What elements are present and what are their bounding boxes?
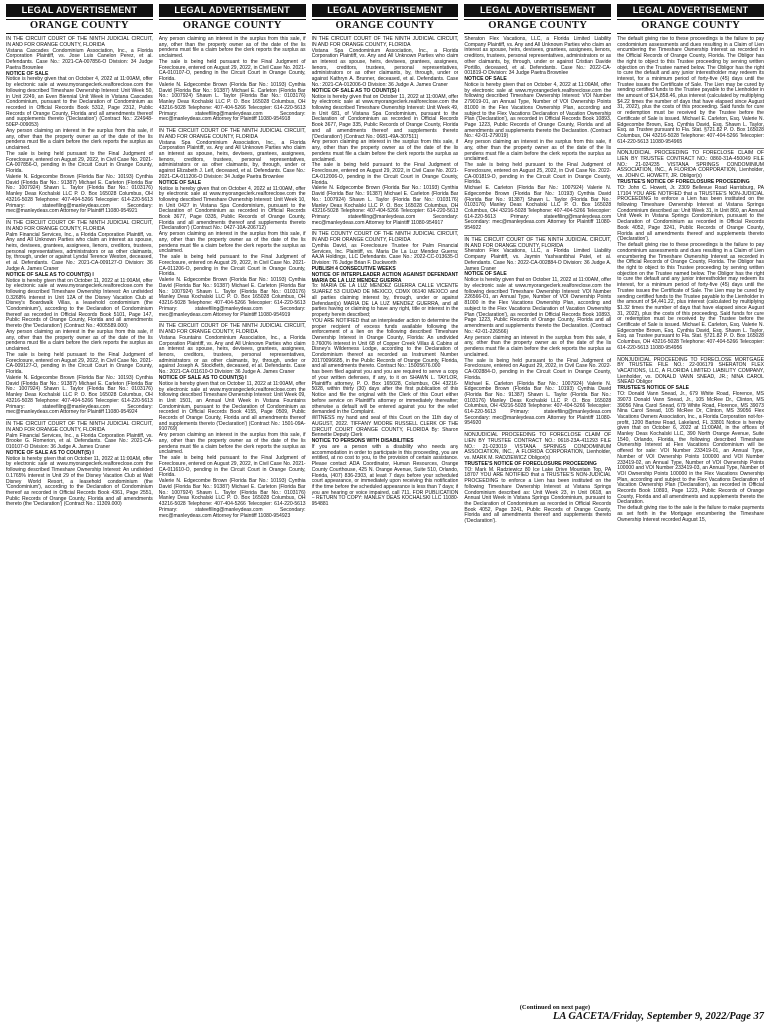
column-body (312, 37, 459, 508)
notice-paragraph: The sale is being held pursuant to the Final Judgment of Foreclosure, entered on August 29, 2022, in Civil Case No. 2021-CA-012006-O, pending in the Circuit Court in Orange County, Florida. (311, 162, 459, 186)
notice-paragraph: Notice is hereby given that on October 11, 2022 at 11:00AM, offer by electronic sale at www.myorangeclerk.realforeclose.com the following described Timeshare Ownership Interest: Unit Week 09, in Unit 1501, an Annual Unit Week in Vistana Fountains Condominium, pursuant to the Declaration of Condominium as recorded in Official Records Book 4155, Page 0509, Public Records of Orange County, Florida and all amendments thereof and supplements thereto ('Declaration') (Contract No.: 1501-09A-910769) (158, 380, 306, 433)
notice-paragraph: Any person claiming an interest in the surplus from this sale, if any, other than the property owner as of the date of the lis pendens must file a claim before the clerk reports the surplus as unclaimed. (6, 329, 153, 353)
notice-heading: NOTICE OF SALE (6, 70, 49, 77)
legal-advertisement-banner: LEGAL ADVERTISEMENT (312, 4, 459, 17)
notice-paragraph: Valerie N. Edgecombe Brown (Florida Bar No.: 10193) Cynthia David (Florida Bar No.: 91387) Michael E. Carleton (Florida Bar No.: 1007924) Shawn L. Taylor (Florida Bar No.: 0103176) Manley Deas Kochalski LLC P. O. Box 165028 Columbus, OH 43216-5028 Telephone: 407-404-5266 Telecopier: 614-220-5613 Primary: stateefiling@manleydeas.com Secondary: mec@manleydeas.com Attorney for Plaintiff 11080-954918 (158, 82, 306, 123)
notice-paragraph: Michael E. Carleton (Florida Bar No.: 1007924) Valerie N. Edgecombe Brown (Florida Bar No.: 10193) Cynthia David (Florida Bar No.: 91387) Shawn L. Taylor (Florida Bar No.: 0103176) Manley Deas Kochalski LLC P. O. Box 165028 Columbus, OH 43216-5028 Telephone: 407-404-5266 Telecopier: 614-220-5613 Primary: stateefiling@manleydeas.com Secondary: mec@manleydeas.com Attorney for Plaintiff 11080-954922 (464, 185, 612, 232)
notice-paragraph: Vistana Spa Condominium Association, Inc., a Florida Corporation Plaintiff, vs. Any and All Unknown Parties who claim an interest as spouse, heirs, devisees, grantees, assignees, lienors, creditors, trustees, personal representatives, administrators or as other claimants, by, through, under or against Kathryn A. Brunner, deceased, et al. Defendants. Case No.: 2021-CA-012006-O Division: 36 Judge A. James Craner (311, 47, 459, 88)
notice-paragraph: IN THE CIRCUIT COURT OF THE NINTH JUDICIAL CIRCUIT, IN AND FOR ORANGE COUNTY, FLORIDA (6, 219, 153, 232)
notice-paragraph: IN THE CIRCUIT COURT OF THE NINTH JUDICIAL CIRCUIT, IN AND FOR ORANGE COUNTY, FLORIDA (6, 420, 153, 433)
notice-paragraph: TO: Mark M. Radziewicz 80 Ice Lake Drive Mountain Top, PA 18707 YOU ARE NOTIFIED that a TRUSTEE'S NON-JUDICIAL PROCEEDING to enforce a Lien has been instituted on the following Timeshare Ownership Interest at Vistana Springs Condominium described as: Unit Week 23, in Unit 0618, an Annual Unit Week in Vistana Springs Condominium, pursuant to the Declaration of Condominium as recorded in Official Records Book 4052, Page 3241, Public Records of Orange County, Florida and all amendments thereof and supplements thereto ('Declaration'). (464, 466, 612, 525)
notice-heading: NOTICE TO PERSONS WITH DISABILITIES (311, 438, 414, 445)
notice-paragraph: Palm Financial Services, Inc., a Florida Corporation Plaintiff, vs. Any and All Unknown Parties who claim an interest as spouse, heirs, devisees, grantees, assignees, lienors, creditors, trustees, personal representatives, administrators or as other claimants, by, through, under or against Lyndal Terence Weston, deceased, et al. Defendants. Case No.: 2021-CA-009127-O Division: 36 Judge A. James Craner (6, 231, 153, 272)
legal-advertisement-banner: LEGAL ADVERTISEMENT (617, 4, 764, 17)
notice-paragraph: IN THE CIRCUIT COURT OF THE NINTH JUDICIAL CIRCUIT, IN AND FOR ORANGE COUNTY, FLORIDA (158, 127, 306, 140)
notice-heading: TRUSTEE'S NOTICE OF FORECLOSURE PROCEEDING (464, 460, 597, 467)
notice-paragraph: NONJUDICIAL PROCEEDING TO FORECLOSE CLAIM OF LIEN BY TRUSTEE CONTRACT NO.: 0618-23A-411293 FILE NO.: 21-023019 VISTANA SPRINGS CONDOMINIUM ASSOCIATION, INC., A FLORIDA CORPORATION, Lienholder, vs. MARK M. RADZIEWICZ Obligor(s) (464, 432, 612, 461)
notice-paragraph: IN THE CIRCUIT COURT OF THE NINTH JUDICIAL CIRCUIT, IN AND FOR ORANGE COUNTY, FLORIDA (464, 236, 612, 249)
section-heading: ORANGE COUNTY (159, 19, 306, 34)
column-body (6, 37, 153, 508)
notice-paragraph: If you are a person with a disability who needs any accommodation in order to participate in this proceeding, you are entitled, at no cost to you, to the provision of certain assistance. Please contact ADA Coordinator, Human Resources, Orange County Courthouse, 425 N. Orange Avenue, Suite 510, Orlando, Florida, (407) 836-2303, at least 7 days before your scheduled court appearance, or immediately upon receiving this notification if the time before the scheduled appearance is less than 7 days; if you are hearing or voice impaired, call 711. FOR PUBLICATION – RETURN TO COPY: MANLEY DEAS KOCHALSKI LLC 11080-954881 (311, 444, 459, 508)
notice-divider (6, 218, 153, 219)
notice-paragraph: The default giving rise to these proceedings is the failure to pay condominium assessments and dues resulting in a Claim of Lien encumbering the Timeshare Ownership Interest as recorded in the Official Records of Orange County, Florida. The Obligor has the right to object to this Trustee proceeding by serving written objection on the Trustee named below. The Obligor has the right to cure the default and any junior interestholder may redeem its interest, for a minimum period of forty-five (45) days until the Trustee issues the Certificate of Sale. The Lien may be cured by sending certified funds to the Trustee payable to the Lienholder in the amount of $14,858.46, plus interest (calculated by multiplying $4.22 times the number of days that have elapsed since August 31, 2022), plus the costs of this proceeding. Said funds for cure or redemption must be received by the Trustee before the Certificate of Sale is issued. Michael E. Carleton, Esq. Valerie N. Edgecombe Brown, Esq. Cynthia David, Esq. Shawn L. Taylor, Esq. as Trustee pursuant to Fla. Stat. §721.82 P. O. Box 165028 Columbus, OH 43216-5028 Telephone: 407-404-5266 Telecopier: 614-220-5613 11080-954965 (617, 36, 764, 145)
notice-paragraph: Sheraton Flex Vacations, LLC, a Florida Limited Liability Company Plaintiff, vs. Any and All Unknown Parties who claim an interest as spouse, heirs, devisees, grantees, assignees, lienors, creditors, trustees, personal representatives, administrators or as other claimants, by, through, under or against Cristian Davide Portillo, deceased, et al. Defendants. Case No.: 2022-CA-001819-O Division: 34 Judge Paetra Brownlee (464, 36, 612, 77)
notice-divider (159, 126, 306, 127)
legal-advertisement-banner: LEGAL ADVERTISEMENT (6, 4, 153, 17)
notice-paragraph: Any person claiming an interest in the surplus from this sale, if any, other than the property owner as of the date of the lis pendens must file a claim before the clerk reports the surplus as unclaimed. (158, 432, 306, 456)
notice-paragraph: TO: Donald Vann Snead, Jr., 679 White Road, Florence, MS 39073 Donald Vann Snead, Jr., 105 McRee Dr., Clinton, MS 39056 Nina Carol Snead, 679 White Road, Florence, MS 39073 Nina Carol Snead, 105 McRee Dr, Clinton, MS 39056 Flex Vacations Owners Association, Inc., a Florida Corporation not-for-profit, 1200 Bartow Road, Lakeland, FL 33801 Notice is hereby given that on October 6, 2022 at 11:00AM, in the offices of Manley Deas Kochalski LLC, 390 North Orange Avenue, Suite 1540, Orlando, Florida, the following described Timeshare Ownership Interest at Flex Vacations Condominium will be offered for sale: VOI Number 233419-01, an Annual Type, Number of VOI Ownership Points 100000 and VOI Number 233419-02, an Annual Type, Number of VOI Ownership Points 100000 and VOI Number 233419-03, an Annual Type, Number of VOI Ownership Points 100000 in the Flex Vacations Ownership Plan, according and subject to the Flex Vacations Declaration of Vacation Ownership Plan ('Declaration'), as recorded in Official Records Book 10893, Page 1223, Public Records of Orange County, Florida and all amendments and supplements thereto the Declaration. (617, 391, 764, 506)
notice-heading: NOTICE OF SALE AS TO COUNT(S) I (311, 87, 400, 94)
section-heading: ORANGE COUNTY (464, 19, 611, 34)
notice-paragraph: The sale is being held pursuant to the Final Judgment of Foreclosure, entered on August 29, 2022, in Civil Case No. 2021-CA-011610-O, pending in the Circuit Court in Orange County, Florida. (158, 455, 306, 479)
notice-paragraph: IN THE CIRCUIT COURT OF THE NINTH JUDICIAL CIRCUIT, IN AND FOR ORANGE COUNTY, FLORIDA (311, 36, 459, 48)
column-2 (159, 4, 306, 1004)
notice-paragraph: Notice is hereby given that on October 11, 2022 at 11:00AM, offer by electronic sale at www.myorangeclerk.realforeclose.com the following described Timeshare Ownership Interest: An undivided 0.3268% interest in Unit 12A of the Disney Vacation Club at Disney's Boardwalk Villas, a leasehold condominium (the 'Condominium'), according to the Declaration of Condominium thereof as recorded in Official Records Book 5101, Page 147, Public Records of Orange County, Florida and all amendments thereto (the 'Declaration') (Contract No.: 4005589.000) (6, 277, 153, 330)
notice-paragraph: Valerie N. Edgecombe Brown (Florida Bar No.: 10193) Cynthia David (Florida Bar No.: 91387) Michael E. Carleton (Florida Bar No.: 1007924) Shawn L. Taylor (Florida Bar No.: 0103176) Manley Deas Kochalski LLC P. O. Box 165028 Columbus, OH 43216-5028 Telephone: 407-404-5266 Telecopier: 614-220-5613 Primary: stateefiling@manleydeas.com Secondary: mec@manleydeas.com Attorney for Plaintiff 11080-954917 (311, 185, 459, 226)
notice-paragraph: Vistana Fountains Condominium Association, Inc., a Florida Corporation Plaintiff, vs. Any and All Unknown Parties who claim an interest as spouse, heirs, devisees, grantees, assignees, lienors, creditors, trustees, personal representatives, administrators or as other claimants, by, through, under or against Joseph A. Stockfleth, deceased, et al. Defendants. Case No.: 2021-CA-011610-O Division: 36 Judge A. James Craner (158, 334, 306, 376)
notice-heading: TRUSTEE'S NOTICE OF SALE (617, 385, 690, 392)
notice-paragraph: Any person claiming an interest in the surplus from this sale, if any, other than the property owner as of the date of the lis pendens must file a claim before the clerk reports the surplus as unclaimed. (464, 334, 612, 358)
notice-heading: NOTICE OF SALE (464, 271, 507, 278)
notice-paragraph: Valerie N. Edgecombe Brown (Florida Bar No.: 10193) Cynthia David (Florida Bar No.: 91387) Michael E. Carleton (Florida Bar No.: 1007924) Shawn L. Taylor (Florida Bar No.: 0103176) Manley Deas Kochalski LLC P. O. Box 165028 Columbus, OH 43216-5028 Telephone: 407-404-5266 Telecopier: 614-220-5613 Primary: stateefiling@manleydeas.com Secondary: mec@manleydeas.com Attorney for Plaintiff 11080-954919 (158, 277, 306, 318)
notice-heading: NOTICE OF SALE AS TO COUNT(S) I (6, 271, 94, 278)
notice-paragraph: has been filed against you and you are required to serve a copy of your written defenses, if any, to it on SHAWN L. TAYLOR, Plaintiff's attorney, P. O. Box 165028, Columbus, OH 43216-5028, within thirty (30) days after the first publication of this Notice and file the original with the Clerk of this Court either before service on Plaintiff's attorney or immediately thereafter; otherwise a default will be entered against you for the relief demanded in the Complaint. (311, 369, 459, 416)
continued-note: (Continued on next page) (519, 1004, 590, 1011)
notice-heading: NOTICE OF SALE AS TO COUNT(S) I (158, 374, 247, 381)
notice-paragraph: Notice is hereby given that on October 4, 2022 at 11:00AM, offer by electronic sale at www.myorangeclerk.realforeclose.com the following described Timeshare Ownership Interest: Unit Week 10, in Unit 0427 in Vistana Spa Condominium, pursuant to the Declaration of Condominium as recorded in Official Records Book 3677, Page 0335, Public Records of Orange County, Florida and all amendments thereof and supplements thereto ('Declaration') (Contract No.: 0427-10A-206712) (158, 185, 306, 232)
notice-divider (312, 229, 459, 230)
newspaper-page (6, 4, 764, 1004)
column-body (617, 37, 764, 524)
notice-heading: NOTICE OF SALE AS TO COUNT(S) I (6, 449, 94, 456)
notice-paragraph: Sheraton Flex Vacations, LLC, a Florida Limited Liability Company Plaintiff, vs. Jaymin Yashvantbhai Patel, et al. Defendants. Case No.: 2022-CA-002884-O Division: 36 Judge A. James Craner (464, 248, 612, 272)
notice-paragraph: The default giving rise to these proceedings is the failure to pay condominium assessments and dues resulting in a Claim of Lien encumbering the Timeshare Ownership Interest as recorded in the Official Records of Orange County, Florida. The Obligor has the right to object to this Trustee proceeding by serving written objection on the Trustee named below. The Obligor has the right to cure the default and any junior interestholder may redeem its interest, for a minimum period of forty-five (45) days until the Trustee issues the Certificate of Sale. The Lien may be cured by sending certified funds to the Trustee payable to the Lienholder in the amount of $4,441.22, plus interest (calculated by multiplying $1.32 times the number of days that have elapsed since August 31, 2022), plus the costs of this proceeding. Said funds for cure or redemption must be received by the Trustee before the Certificate of Sale is issued. Michael E. Carleton, Esq. Valerie N. Edgecombe Brown, Esq. Cynthia David, Esq. Shawn L. Taylor, Esq. as Trustee pursuant to Fla. Stat. §721.82 P. O. Box 165028 Columbus, OH 43216-5028 Telephone: 407-404-5266 Telecopier: 614-220-5613 11080-954956 (617, 242, 764, 351)
notice-paragraph: NONJUDICIAL PROCEEDING TO FORECLOSE MORTGAGE BY TRUSTEE FILE NO.: 22-006179 SHERATON FLEX VACATIONS, LLC, A FLORIDA LIMITED LIABILITY COMPANY, Lienholder, vs. DONALD VANN SNEAD, JR.; NINA CAROL SNEAD Obligor (617, 356, 764, 386)
notice-paragraph: Valerie N. Edgecombe Brown (Florida Bar No.: 10193) Cynthia David (Florida Bar No.: 91387) Michael E. Carleton (Florida Bar No.: 1007924) Shawn L. Taylor (Florida Bar No.: 0103176) Manley Deas Kochalski LLC P. O. Box 165028 Columbus, OH 43216-5028 Telephone: 407-404-5266 Telecopier: 614-220-5613 Primary: stateefiling@manleydeas.com Secondary: mec@manleydeas.com Attorney for Plaintiff 11080-954923 (158, 478, 306, 519)
notice-paragraph: IN THE COUNTY COURT OF THE NINTH JUDICIAL CIRCUIT, IN AND FOR ORANGE COUNTY, FLORIDA (311, 231, 459, 244)
notice-paragraph: Valerie N. Edgecombe Brown (Florida Bar No.: 10193) Cynthia David (Florida Bar No.: 91387) Michael E. Carleton (Florida Bar No.: 1007924) Shawn L. Taylor (Florida Bar No.: 0103176) Manley Deas Kochalski LLC P. O. Box 165028 Columbus, OH 43216-5028 Telephone: 407-404-5266 Telecopier: 614-220-5613 Primary: stateefiling@manleydeas.com Secondary: mec@manleydeas.com Attorney for Plaintiff 11080-954924 (6, 375, 153, 416)
column-1 (6, 4, 153, 1004)
column-body (159, 37, 306, 519)
column-3 (312, 4, 459, 1004)
section-heading: ORANGE COUNTY (617, 19, 764, 34)
column-5 (617, 4, 764, 1004)
notice-paragraph: IN THE CIRCUIT COURT OF THE NINTH JUDICIAL CIRCUIT, IN AND FOR ORANGE COUNTY, FLORIDA (6, 36, 153, 48)
notice-paragraph: TO: John C. Howett, Jr. 2309 Bellevue Road Harrisburg, PA 17104 YOU ARE NOTIFIED that a TRUSTEE'S NON-JUDICIAL PROCEEDING to enforce a Lien has been instituted on the following Timeshare Ownership Interest at Vistana Springs Condominium described as: Unit Week 31, in Unit 860, an Annual Unit Week in Vistana Springs Condominium, pursuant to the Declaration of Condominium as recorded in Official Records Book 4052, Page 3241, Public Records of Orange County, Florida and all amendments thereof and supplements thereto ('Declaration'). (617, 184, 764, 243)
notice-paragraph: Palm Financial Services, Inc., a Florida Corporation Plaintiff, vs. Brooke G. Romerion, et al. Defendants. Case No.: 2021-CA-010107-O Division: 36 Judge A. James Craner (6, 432, 153, 450)
notice-paragraph: Any person claiming an interest in the surplus from this sale, if any, other than the property owner as of the date of the lis pendens must file a claim before the clerk reports the surplus as unclaimed. (158, 36, 306, 60)
notice-paragraph: The default giving rise to the sale is the failure to make payments as set forth in the Mortgage encumbering the Timeshare Ownership Interest recorded August 15, (617, 505, 764, 523)
section-heading: ORANGE COUNTY (6, 19, 153, 34)
notice-paragraph: The sale is being held pursuant to the Final Judgment of Foreclosure, entered on August 29, 2022, in Civil Case No. 2022-CA-002884-O, pending in the Circuit Court in Orange County, Florida. (464, 357, 612, 381)
notice-paragraph: The sale is being held pursuant to the Final Judgment of Foreclosure, entered on August 29, 2022, in Civil Case No. 2021-CA-009127-O, pending in the Circuit Court in Orange County, Florida. (6, 352, 153, 376)
section-heading: ORANGE COUNTY (312, 19, 459, 34)
notice-paragraph: The sale is being held pursuant to the Final Judgment of Foreclosure, entered on August 29, 2022, in Civil Case No. 2021-CA-007856-O, pending in the Circuit Court in Orange County, Florida. (6, 151, 153, 175)
notice-heading: NOTICE OF SALE (464, 76, 507, 83)
notice-paragraph: Michael E. Carleton (Florida Bar No.: 1007924) Valerie N. Edgecombe Brown (Florida Bar No.: 10193) Cynthia David (Florida Bar No.: 91387) Shawn L. Taylor (Florida Bar No.: 0103176) Manley Deas Kochalski LLC P. O. Box 165028 Columbus, OH 43216-5028 Telephone: 407-404-5266 Telecopier: 614-220-5613 Primary: stateefiling@manleydeas.com Secondary: mec@manleydeas.com Attorney for Plaintiff 11080-954920 (464, 380, 612, 427)
notice-paragraph: Any person claiming an interest in the surplus from this sale, if any, other than the property owner as of the date of the lis pendens must file a claim before the clerk reports the surplus as unclaimed. (464, 139, 612, 163)
notice-divider (464, 235, 611, 236)
notice-paragraph: The sale is being held pursuant to the Final Judgment of Foreclosure, entered on August 29, 2022, in Civil Case No. 2021-CA-011206-O, pending in the Circuit Court in Orange County, Florida. (158, 254, 306, 278)
notice-heading: NOTICE OF SALE (158, 179, 202, 186)
notice-divider (159, 321, 306, 322)
notice-paragraph: Notice is hereby given that on October 11, 2022 at 11:00AM, offer by electronic sale at www.myorangeclerk.realforeclose.com the following described Timeshare Ownership Interest: VOI Number 226566-01, an Annual Type, Number of VOI Ownership Points 81000 in the Flex Vacations Ownership Plan, according and subject to the Flex Vacations Declaration of Vacation Ownership Plan ('Declaration'), as recorded in Official Records Book 10893, Page 1223, Public Records of Orange County, Florida and all amendments and supplements thereto the Declaration. (Contract No.: 42-01-226566) (464, 277, 612, 335)
notice-paragraph: The sale is being held pursuant to the Final Judgment of Foreclosure, entered on August 25, 2022, in Civil Case No. 2022-CA-001819-O, pending in the Circuit Court in Orange County, Florida. (464, 162, 612, 186)
notice-heading: NOTICE OF INTERPLEADER ACTION AGAINST DEFENDANT MARIA DE LA LUZ MENDEZ GUERRA (311, 271, 459, 284)
notice-paragraph: Notice is hereby given that on October 4, 2022 at 11:00AM, offer by electronic sale at www.myorangeclerk.realforeclose.com the following described Timeshare Ownership Interest: Unit Week 50, in Unit 2249, an Even Biennial Unit Week in Vistana Cascades Condominium, pursuant to the Declaration of Condominium as recorded in Official Records Book 5312, Page 2312, Public Records of Orange County, Florida and all amendments thereof and supplements thereto ('Declaration') (Contract No.: 224948-50EP-009053) (6, 76, 153, 129)
notice-paragraph: NONJUDICIAL PROCEEDING TO FORECLOSE CLAIM OF LIEN BY TRUSTEE CONTRACT NO.: 0860-31A-450049 FILE NO.: 21-024235 VISTANA SPRINGS CONDOMINIUM ASSOCIATION, INC., A FLORIDA CORPORATION, Lienholder, vs. JOHN C. HOWETT, JR. Obligor(s) (617, 150, 764, 180)
notice-paragraph: Any person claiming an interest in the surplus from this sale, if any, other than the property owner as of the date of the lis pendens must file a claim before the clerk reports the surplus as unclaimed. (6, 128, 153, 152)
notice-paragraph: WITNESS my hand and seal of this Court on the 11th day of AUGUST, 2022. TIFFANY MOORE RUSSELL CLERK OF THE CIRCUIT COURT ORANGE COUNTY, FLORIDA By: Sharon Bennette Deputy Clerk (311, 415, 459, 439)
notice-paragraph: Cynthia David, as Foreclosure Trustee for Palm Financial Services, Inc. Plaintiff, vs. Maria De La Luz Mendez Guerra; AAJA Holdings, LLC Defendants. Case No.: 2022-CC-013635-O Division: 76 Judge Brian F. Duckworth (311, 242, 459, 267)
notice-paragraph: To: MARIA DE LA LUZ MENDEZ GUERRA CALLE VICENTE SUAREZ 53 CIUDAD DE MEXICO, CDMX 06140 MEXICO and all parties claiming interest by, through, under or against Defendant(s) MARIA DE LA LUZ MENDEZ GUERRA, and all parties having or claiming to have any right, title or interest in the property herein described; (311, 283, 459, 318)
notice-paragraph: Vistana Cascades Condominium Association, Inc., a Florida Corporation Plaintiff, vs. Jose Luis Canelon Perez, et al. Defendants. Case No.: 2021-CA-007856-O Division: 34 Judge Paetra Brownlee (6, 47, 153, 71)
notice-paragraph: Notice is hereby given that on October 4, 2022 at 11:00AM, offer by electronic sale at www.myorangeclerk.realforeclose.com the following described Timeshare Ownership Interest: VOI Number 279019-01, an Annual Type, Number of VOI Ownership Points 81000 in the Flex Vacations Ownership Plan, according and subject to the Flex Vacations Declaration of Vacation Ownership Plan ('Declaration'), as recorded in Official Records Book 10893, Page 1223, Public Records of Orange County, Florida and all amendments and supplements thereto the Declaration. (Contract No.: 42-01-279019) (464, 82, 612, 140)
notice-heading: TRUSTEE'S NOTICE OF FORECLOSURE PROCEEDING (617, 179, 750, 186)
notice-paragraph: Any person claiming an interest in the surplus from this sale, if any, other than the property owner as of the date of the lis pendens must file a claim before the clerk reports the surplus as unclaimed. (158, 231, 306, 255)
notice-paragraph: Notice is hereby given that on October 11, 2022 at 11:00AM, offer by electronic sale at www.myorangeclerk.realforeclose.com the following described Timeshare Ownership Interest: An undivided 0.1765% interest in Unit 29 of the Disney Vacation Club at Walt Disney World Resort, a leasehold condominium (the 'Condominium'), according to the Declaration of Condominium thereof as recorded in Official Records Book 4361, Page 2551, Public Records of Orange County, Florida and all amendments thereto (the 'Declaration') (Contract No.: 11309.000) (6, 455, 153, 508)
legal-advertisement-banner: LEGAL ADVERTISEMENT (464, 4, 611, 17)
notice-paragraph: Valerie N. Edgecombe Brown (Florida Bar No.: 10193) Cynthia David (Florida Bar No.: 91387) Michael E. Carleton (Florida Bar No.: 1007924) Shawn L. Taylor (Florida Bar No.: 0103176) Manley Deas Kochalski LLC P. O. Box 165028 Columbus, OH 43216-5028 Telephone: 407-404-5266 Telecopier: 614-220-5613 Primary: stateefiling@manleydeas.com Secondary: mec@manleydeas.com Attorney for Plaintiff 11080-954921 (6, 174, 153, 215)
column-4 (464, 4, 611, 1004)
notice-paragraph: The sale is being held pursuant to the Final Judgment of Foreclosure, entered on August 29, 2022, in Civil Case No. 2021-CA-010107-O, pending in the Circuit Court in Orange County, Florida. (158, 59, 306, 83)
notice-divider (617, 148, 764, 149)
notice-paragraph: Notice is hereby given that on October 11, 2022 at 11:00AM, offer by electronic sale at www.myorangeclerk.realforeclose.com the following described Timeshare Ownership Interest: Unit Week 49, in Unit 681, of Vistana Spa Condominium, pursuant to the Declaration of Condominium as recorded in Official Records Book 3677, Page 335, Public Records of Orange County, Florida and all amendments thereof and supplements thereto ('Declaration') (Contract No.: 0681-49A-307511) (311, 93, 459, 140)
legal-advertisement-banner: LEGAL ADVERTISEMENT (159, 4, 306, 17)
notice-divider (617, 355, 764, 356)
notice-paragraph: Vistana Spa Condominium Association, Inc., a Florida Corporation Plaintiff, vs. Any and All Unknown Parties who claim an interest as spouse, heirs, devisees, grantees, assignees, lienors, creditors, trustees, personal representatives, administrators or as other claimants, by, through, under or against Elizabeth J. Leif, deceased, et al. Defendants. Case No.: 2021-CA-011206-O Division: 34 Judge Paetra Brownlee (158, 139, 306, 180)
notice-paragraph: YOU ARE NOTIFIED that an interpleader action to determine the proper recipient of excess funds available following the enforcement of a lien on the following described Timeshare Ownership Interest in Orange County, Florida: An undivided 0.7600% interest in Unit 68 of Copper Creek Villas & Cabins at Disney's Wilderness Lodge, according to the Declaration of Condominium thereof as recorded as Instrument Number 20170096685, in the Public Records of Orange County, Florida, and all amendments thereto. Contract No.: 15005676.000 (311, 317, 459, 370)
notice-paragraph: Any person claiming an interest in the surplus from this sale, if any, other than the property owner as of the date of the lis pendens must file a claim before the clerk reports the surplus as unclaimed. (311, 139, 459, 163)
notice-paragraph: IN THE CIRCUIT COURT OF THE NINTH JUDICIAL CIRCUIT, IN AND FOR ORANGE COUNTY, FLORIDA (158, 323, 306, 335)
notice-divider (464, 430, 611, 431)
notice-heading: PUBLISH 4 CONSECUTIVE WEEKS (311, 265, 396, 272)
column-body (464, 37, 611, 525)
page-footer: LA GACETA/Friday, September 9, 2022/Page 37 (552, 1011, 764, 1022)
notice-divider (6, 419, 153, 420)
